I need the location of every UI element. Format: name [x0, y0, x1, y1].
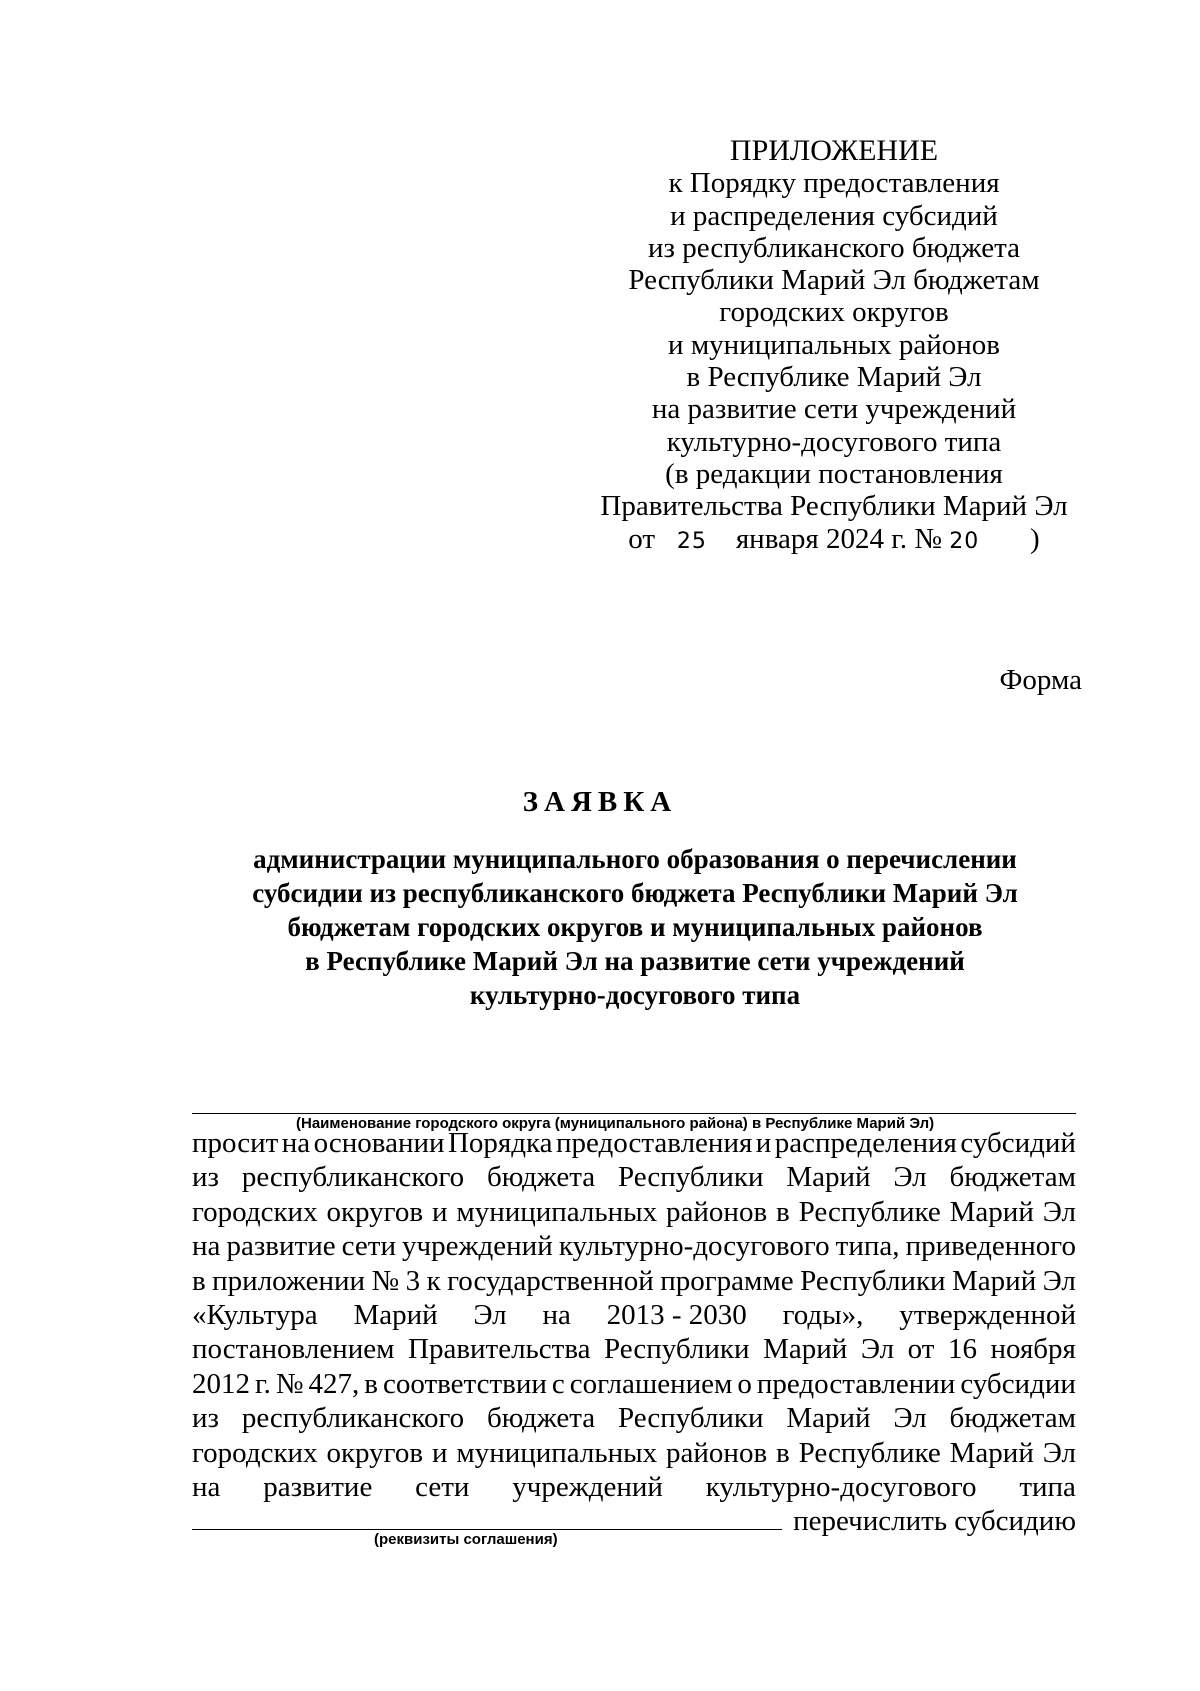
body-line [192, 1367, 1076, 1401]
body-word: в [192, 1264, 206, 1297]
agreement-caption: (реквизиты соглашения) [374, 1531, 558, 1548]
body-word: городских [192, 1195, 318, 1228]
appendix-line: к Порядку предоставления [668, 167, 1000, 200]
appendix-line: (в редакции постановления [665, 457, 1003, 490]
body-line [192, 1401, 1076, 1435]
body-word: предоставлении [756, 1367, 956, 1400]
appendix-line: Республики Марий Эл бюджетам [628, 264, 1040, 297]
body-word: Марий [786, 1402, 871, 1435]
body-line [192, 1298, 1076, 1332]
body-word: развитие [226, 1230, 336, 1263]
body-word: бюджетам [949, 1402, 1076, 1435]
date-middle: января 2024 г. № [735, 522, 943, 555]
subtitle-line: культурно-досугового типа [469, 980, 801, 1010]
body-word: Республики [800, 1264, 946, 1297]
body-word: Эл [1042, 1436, 1076, 1469]
body-word: на [192, 1230, 221, 1263]
body-word: Республики [604, 1333, 750, 1366]
body-word: ноября [990, 1333, 1076, 1366]
body-word: из [192, 1402, 219, 1435]
body-word: Республике [798, 1436, 941, 1469]
body-word: на [192, 1471, 221, 1504]
municipality-blank-line [192, 1113, 1076, 1114]
body-word: 2012 [192, 1367, 250, 1400]
body-word: № [371, 1264, 400, 1297]
appendix-date-line [590, 523, 1078, 558]
body-word: субсидий [960, 1127, 1076, 1159]
body-word: с [551, 1367, 565, 1400]
appendix-line: в Республике Марий Эл [686, 361, 982, 394]
body-word: о [737, 1367, 752, 1400]
appendix-line: на развитие сети учреждений [651, 393, 1017, 426]
body-word: № [275, 1367, 304, 1400]
subtitle-line: субсидии из республиканского бюджета Республики Марий Эл [252, 878, 1018, 908]
appendix-header [590, 135, 1078, 558]
appendix-line: и распределения субсидий [670, 199, 998, 232]
municipality-caption: (Наименование городского округа (муниципального района) в Республике Марий Эл) [296, 1115, 935, 1132]
appendix-line: и муниципальных районов [668, 328, 1000, 361]
body-word: округов [326, 1436, 424, 1469]
body-word: развитие [263, 1471, 373, 1504]
appendix-line: Правительства Республики Марий Эл [600, 490, 1068, 523]
body-word: 427, [308, 1367, 360, 1400]
agreement-blank-line [192, 1529, 782, 1530]
body-word: Эл [1042, 1264, 1076, 1297]
subtitle-line: в Республике Марий Эл на развитие сети учреждений [305, 946, 965, 976]
body-word: Марий [353, 1299, 438, 1332]
body-word: сети [341, 1230, 396, 1263]
body-word: 2013 - 2030 [606, 1299, 747, 1332]
body-line [192, 1126, 1076, 1160]
appendix-line: из республиканского бюджета [648, 231, 1020, 264]
appendix-line: культурно-досугового типа [666, 425, 1002, 458]
body-word: утвержденной [899, 1299, 1076, 1332]
body-word: соответствии [383, 1367, 547, 1400]
body-word: от [907, 1333, 935, 1366]
body-word: городских [192, 1436, 318, 1469]
body-word: годы», [782, 1299, 864, 1332]
body-word: приложении [212, 1264, 366, 1297]
appendix-line: городских округов [719, 296, 949, 329]
body-word: Республики [618, 1161, 764, 1194]
body-word: субсидии [960, 1367, 1076, 1400]
body-line [192, 1436, 1076, 1470]
subtitle-line: бюджетам городских округов и муниципальных районов [287, 912, 983, 942]
body-word: приведенного [905, 1230, 1076, 1263]
body-word: бюджета [487, 1402, 596, 1435]
body-word: районов [666, 1195, 768, 1228]
body-word: Марий [949, 1195, 1034, 1228]
body-word: постановлением [192, 1333, 395, 1366]
body-word: Марий [949, 1436, 1034, 1469]
document-title: ЗАЯВКА [522, 786, 678, 818]
request-body [192, 1126, 1076, 1539]
body-word: из [192, 1161, 219, 1194]
body-word: и [431, 1195, 448, 1228]
body-word: Эл [860, 1333, 895, 1366]
body-word: типа [1019, 1471, 1076, 1504]
body-word: культурно-досугового [705, 1471, 977, 1504]
body-line [192, 1470, 1076, 1504]
body-word: предоставления [556, 1127, 753, 1159]
body-word: и [755, 1127, 772, 1159]
date-prefix: от [628, 522, 656, 555]
body-word: муниципальных [456, 1195, 658, 1228]
subtitle-line: администрации муниципального образования о перечислении [253, 844, 1017, 874]
body-word: бюджетам [949, 1161, 1076, 1194]
body-word: Эл [893, 1161, 927, 1194]
body-word: программе [660, 1264, 794, 1297]
body-word: Республике [798, 1195, 941, 1228]
body-word: «Культура [192, 1299, 318, 1332]
body-word: основании [313, 1127, 445, 1159]
form-label: Форма [999, 664, 1082, 696]
body-word: учреждений [402, 1230, 553, 1263]
body-word: Эл [893, 1402, 927, 1435]
document-subtitle [180, 842, 1090, 1012]
body-word: г. [255, 1367, 271, 1400]
body-word: в [776, 1195, 790, 1228]
body-word: Марий [763, 1333, 848, 1366]
body-word: республиканского [241, 1161, 465, 1194]
body-word: округов [326, 1195, 424, 1228]
decree-number: 20 [949, 528, 980, 554]
body-line [192, 1264, 1076, 1298]
body-line [192, 1160, 1076, 1194]
body-word: культурно-досугового [558, 1230, 830, 1263]
body-word: бюджета [487, 1161, 596, 1194]
body-word: в [364, 1367, 378, 1400]
body-word: государственной [447, 1264, 654, 1297]
body-word: районов [666, 1436, 768, 1469]
appendix-heading: ПРИЛОЖЕНИЕ [729, 134, 939, 167]
body-last-line: перечислить субсидию [793, 1505, 1076, 1538]
body-line [192, 1195, 1076, 1229]
body-line [192, 1332, 1076, 1366]
body-word: 16 [947, 1333, 977, 1366]
date-day: 25 [676, 528, 707, 554]
body-word: соглашением [569, 1367, 733, 1400]
body-word: в [776, 1436, 790, 1469]
body-word: Порядка [447, 1127, 553, 1159]
body-line [192, 1229, 1076, 1263]
body-word: Эл [473, 1299, 507, 1332]
body-word: сети [415, 1471, 470, 1504]
body-word: Республики [618, 1402, 764, 1435]
body-word: Правительства [408, 1333, 591, 1366]
body-word: к [426, 1264, 441, 1297]
body-word: муниципальных [456, 1436, 658, 1469]
body-word: 3 [405, 1264, 421, 1297]
body-word: республиканского [241, 1402, 465, 1435]
body-word: Марий [786, 1161, 871, 1194]
body-word: Марий [952, 1264, 1037, 1297]
body-word: типа, [835, 1230, 900, 1263]
body-word: и [431, 1436, 448, 1469]
body-word: Эл [1042, 1195, 1076, 1228]
body-word: учреждений [512, 1471, 663, 1504]
body-word: на [281, 1127, 311, 1159]
date-suffix: ) [1030, 522, 1040, 555]
body-word: на [542, 1299, 571, 1332]
body-word: распределения [774, 1127, 957, 1159]
body-word: просит [192, 1127, 279, 1159]
